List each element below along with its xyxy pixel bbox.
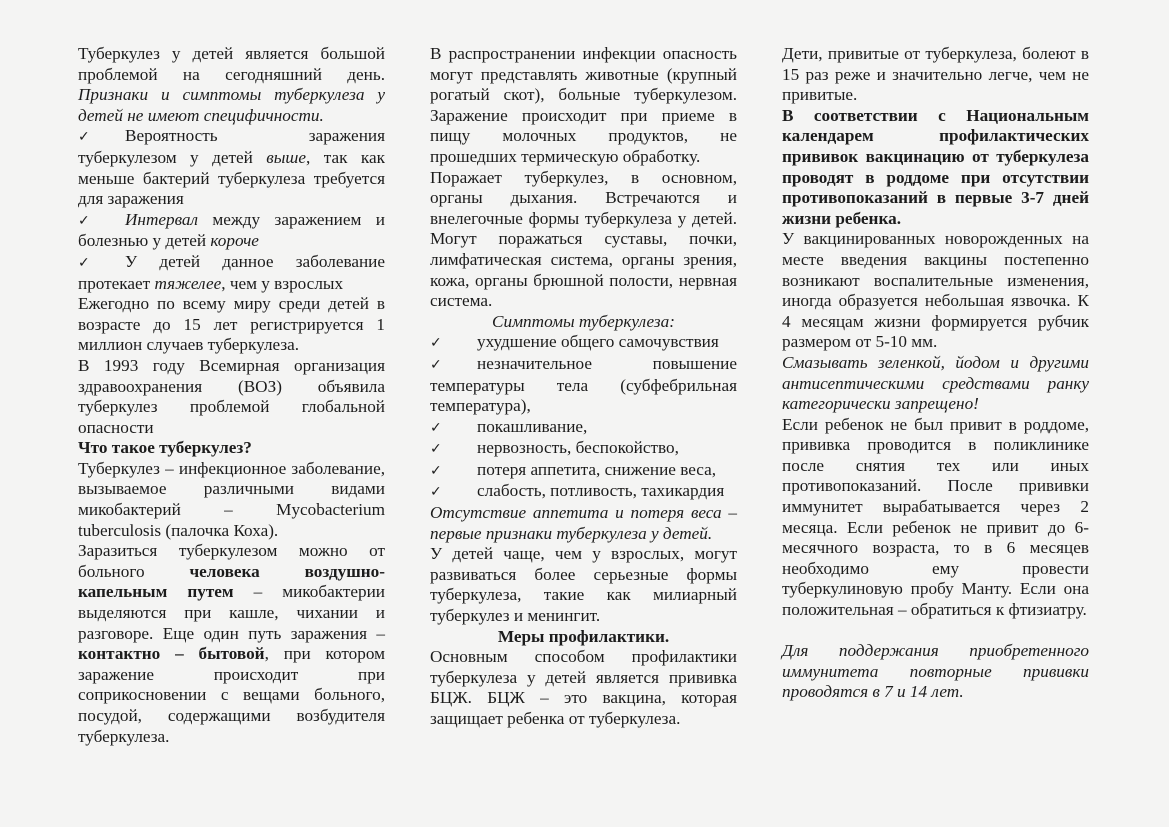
paragraph bbox=[782, 106, 1089, 230]
paragraph bbox=[430, 503, 737, 544]
checklist-item bbox=[430, 417, 737, 439]
column-3 bbox=[782, 44, 1089, 807]
text-run: У детей чаще, чем у взрослых, могут развиваться более серьезные формы туберкулеза, такие как милиарный туберкулез и менингит. bbox=[430, 544, 737, 626]
column-2 bbox=[430, 44, 737, 807]
checklist-item bbox=[430, 481, 737, 503]
checklist-item bbox=[430, 354, 737, 417]
text-run: , так как меньше бактерий туберкулеза требуется для заражения bbox=[78, 147, 385, 209]
paragraph bbox=[78, 541, 385, 747]
paragraph bbox=[78, 459, 385, 541]
text-run: незначительное повышение температуры тела (субфебрильная температура), bbox=[430, 353, 737, 416]
checkmark-icon: ✓ bbox=[430, 462, 442, 479]
text-run: ухудшение общего самочувствия bbox=[477, 332, 719, 352]
text-run: Если ребенок не был привит в роддоме, прививка проводится в поликлинике после снятия тех или иных противопоказаний. После прививки иммунитет вырабатывается через 2 месяца. Если ребенок не привит до 6-месячного возраста, то в 6 месяцев необходимо ему провести туберкулиновую пробу Манту. Если она положительная – обратиться к фтизиатру. bbox=[782, 414, 1089, 620]
text-run: тяжелее bbox=[154, 273, 222, 293]
text-run: В распространении инфекции опасность могут представлять животные (крупный рогатый скот), больные туберкулезом. Заражение происходит при приеме в пищу молочных продуктов, не прошедших термическую обработку. bbox=[430, 44, 737, 166]
checklist-item bbox=[430, 438, 737, 460]
text-run: Поражает туберкулез, в основном, органы дыхания. Встречаются и внелегочные формы туберкулеза у детей. Могут поражаться суставы, почки, лимфатическая система, органы зрения, кожа, органы брюшной полости, нервная система. bbox=[430, 167, 737, 311]
text-run: нервозность, беспокойство, bbox=[477, 438, 679, 458]
checklist-item bbox=[78, 126, 385, 209]
checkmark-icon: ✓ bbox=[430, 484, 442, 501]
text-run: Меры профилактики. bbox=[497, 626, 670, 646]
text-run: человека воздушно-капельным путем bbox=[78, 561, 385, 602]
text-run: Туберкулез у детей является большой проблемой на сегодняшний день. bbox=[78, 44, 385, 84]
paragraph bbox=[782, 353, 1089, 415]
text-run: выше bbox=[266, 147, 306, 167]
paragraph bbox=[430, 44, 737, 168]
paragraph bbox=[782, 229, 1089, 353]
checkmark-icon: ✓ bbox=[78, 129, 90, 146]
text-run: , чем у взрослых bbox=[221, 273, 344, 293]
paragraph bbox=[78, 438, 385, 459]
text-run: Ежегодно по всему миру среди детей в возрасте до 15 лет регистрируется 1 миллион случаев туберкулеза. bbox=[78, 294, 385, 355]
text-run: Туберкулез – инфекционное заболевание, вызываемое различными видами микобактерий – Mycobacterium tuberculosis (палочка Коха). bbox=[78, 458, 385, 540]
paragraph bbox=[430, 544, 737, 626]
text-run: короче bbox=[210, 231, 259, 251]
paragraph bbox=[430, 168, 737, 312]
checklist-item bbox=[78, 210, 385, 252]
checklist-item bbox=[430, 460, 737, 482]
text-run: Вероятность заражения туберкулезом у детей bbox=[78, 126, 385, 167]
paragraph bbox=[782, 44, 1089, 106]
section-heading bbox=[430, 627, 737, 648]
paragraph bbox=[78, 294, 385, 356]
text-run: Основным способом профилактики туберкулеза у детей является прививка БЦЖ. БЦЖ – это вакцина, которая защищает ребенка от туберкулеза. bbox=[430, 647, 737, 728]
text-run: У вакцинированных новорожденных на месте введения вакцины постепенно возникают воспалительные изменения, иногда образуется небольшая язвочка. К 4 месяцам жизни формируется рубчик размером от 5-10 мм. bbox=[782, 229, 1089, 352]
text-run: У детей данное заболевание протекает bbox=[78, 251, 385, 293]
checklist-item bbox=[78, 252, 385, 294]
text-run: контактно – бытовой bbox=[78, 644, 265, 664]
paragraph bbox=[782, 641, 1089, 703]
text-run: – микобактерии выделяются при кашле, чихании и разговоре. Еще один путь заражения – bbox=[78, 582, 385, 643]
text-run: Дети, привитые от туберкулеза, болеют в 15 раз реже и значительно легче, чем не привитые. bbox=[782, 44, 1089, 105]
section-heading bbox=[430, 312, 737, 333]
text-run: Интервал bbox=[125, 209, 199, 229]
text-run: Заразиться туберкулезом можно от больного bbox=[78, 541, 385, 581]
text-run: покашливание, bbox=[477, 416, 588, 436]
text-run: В 1993 году Всемирная организация здравоохранения (ВОЗ) объявила туберкулез проблемой глобальной опасности bbox=[78, 355, 385, 437]
paragraph bbox=[430, 647, 737, 729]
text-run: потеря аппетита, снижение веса, bbox=[477, 459, 717, 479]
text-run: слабость, потливость, тахикардия bbox=[477, 481, 725, 501]
text-run: Для поддержания приобретенного иммунитета повторные прививки проводятся в 7 и 14 лет. bbox=[782, 641, 1089, 702]
paragraph bbox=[78, 356, 385, 438]
text-run: Отсутствие аппетита и потеря веса – первые признаки туберкулеза у детей. bbox=[430, 503, 737, 543]
checklist-item bbox=[430, 332, 737, 354]
blank-line bbox=[782, 621, 1089, 642]
checkmark-icon: ✓ bbox=[430, 441, 442, 458]
checkmark-icon: ✓ bbox=[430, 356, 442, 373]
text-run: Симптомы туберкулеза: bbox=[492, 311, 675, 331]
text-run: Признаки и симптомы туберкулеза у детей не имеют специфичности. bbox=[78, 85, 385, 125]
text-run: В соответствии с Национальным календарем профилактических прививок вакцинацию от туберкулеза проводят в роддоме при отсутствии противопоказаний в первые 3-7 дней жизни ребенка. bbox=[782, 105, 1089, 228]
text-run: , при котором заражение происходит при соприкосновении с вещами больного, посудой, содержащими возбудителя туберкулеза. bbox=[78, 644, 385, 746]
checkmark-icon: ✓ bbox=[430, 335, 442, 352]
text-run: Что такое туберкулез? bbox=[78, 438, 252, 458]
text-run: между заражением и болезнью у детей bbox=[78, 209, 385, 251]
paragraph bbox=[78, 44, 385, 126]
column-1 bbox=[78, 44, 385, 807]
text-run: Смазывать зеленкой, йодом и другими антисептическими средствами ранку категорически запрещено! bbox=[782, 352, 1089, 414]
checkmark-icon: ✓ bbox=[430, 419, 442, 436]
checkmark-icon: ✓ bbox=[78, 254, 90, 271]
paragraph bbox=[782, 415, 1089, 621]
checkmark-icon: ✓ bbox=[78, 212, 90, 229]
